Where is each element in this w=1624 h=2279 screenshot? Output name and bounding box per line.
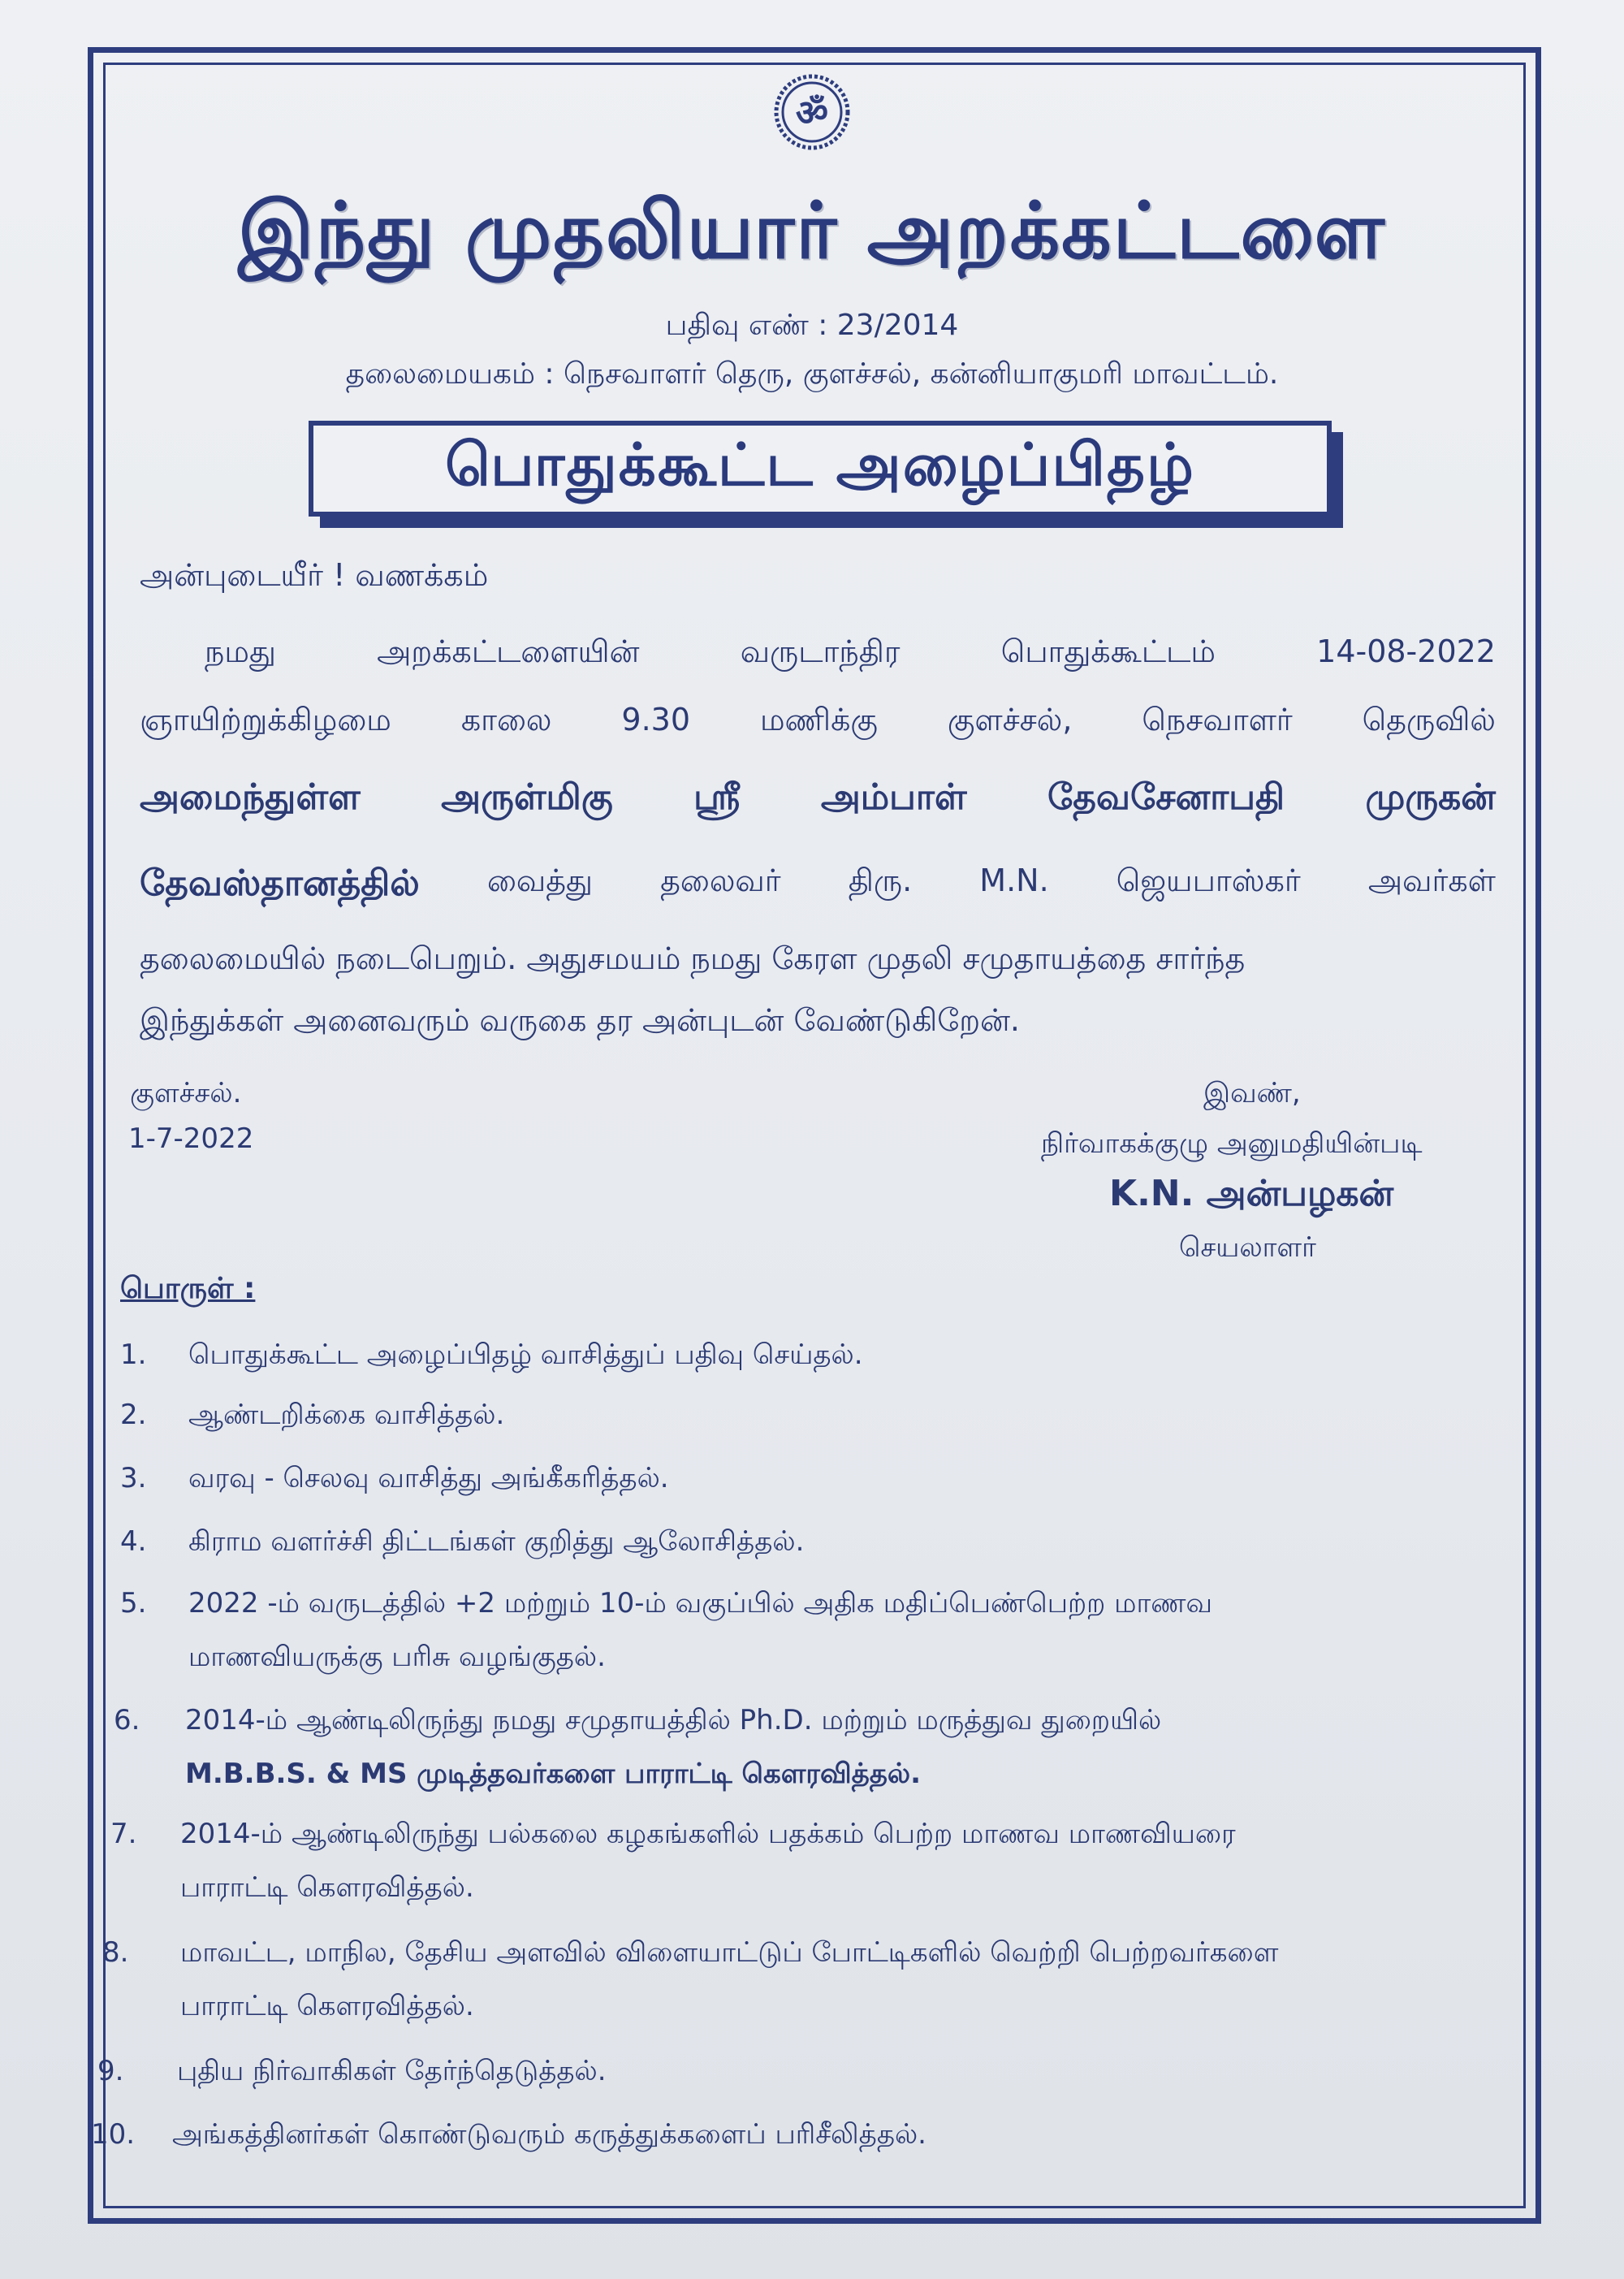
word: வருடாந்திர xyxy=(740,634,901,669)
word: தெருவில் xyxy=(1362,702,1496,737)
designation: செயலாளர் xyxy=(1179,1231,1316,1264)
meeting-date: 14-08-2022 xyxy=(1316,634,1496,669)
meeting-time: 9.30 xyxy=(621,702,691,737)
banner-text: பொதுக்கூட்ட அழைப்பிதழ் xyxy=(445,430,1195,499)
agenda-item-text: அங்கத்தினர்கள் கொண்டுவரும் கருத்துக்களைப் பரிசீலித்தல். xyxy=(172,2118,926,2151)
word: அமைந்துள்ள xyxy=(140,776,361,818)
word: மணிக்கு xyxy=(759,702,878,737)
word: அவர்கள் xyxy=(1367,863,1496,898)
agenda-item-number: 3. xyxy=(120,1462,147,1494)
word: ஸ்ரீ xyxy=(693,776,741,818)
body-line-5: தலைமையில் நடைபெறும். அதுசமயம் நமது கேரள முதலி சமுதாயத்தை சார்ந்த xyxy=(140,941,1246,976)
svg-text:ॐ: ॐ xyxy=(795,93,829,134)
agenda-item-number: 2. xyxy=(120,1399,147,1431)
word: ஞாயிற்றுக்கிழமை xyxy=(140,702,391,737)
agenda-item-text: M.B.B.S. & MS முடித்தவர்களை பாராட்டி கௌரவித்தல். xyxy=(185,1758,922,1790)
meeting-invitation-banner xyxy=(309,421,1332,517)
word: நமது xyxy=(205,634,276,669)
greeting: அன்புடையீர் ! வணக்கம் xyxy=(140,557,489,593)
registration-number: பதிவு எண் : 23/2014 xyxy=(665,309,959,342)
word: அம்பாள் xyxy=(820,776,967,818)
letter-date: 1-7-2022 xyxy=(128,1122,254,1155)
word: ஜெயபாஸ்கர் xyxy=(1116,863,1301,898)
body-line-1 xyxy=(205,634,1496,674)
word: தலைவர் xyxy=(660,863,781,898)
agenda-item-text: கிராம வளர்ச்சி திட்டங்கள் குறித்து ஆலோசித்தல். xyxy=(188,1525,805,1558)
by-line: இவண், xyxy=(1203,1077,1301,1109)
word: அருள்மிகு xyxy=(441,776,613,818)
agenda-item-text: 2014-ம் ஆண்டிலிருந்து பல்கலை கழகங்களில் பதக்கம் பெற்ற மாணவ மாணவியரை xyxy=(180,1818,1236,1850)
body-line-3 xyxy=(140,776,1496,823)
word: காலை xyxy=(460,702,552,737)
word: அறக்கட்டளையின் xyxy=(377,634,640,669)
agenda-item-text: 2014-ம் ஆண்டிலிருந்து நமது சமுதாயத்தில் Ph.D. மற்றும் மருத்துவ துறையில் xyxy=(185,1704,1162,1736)
agenda-item-number: 7. xyxy=(110,1818,137,1850)
agenda-item-text: மாவட்ட, மாநில, தேசிய அளவில் விளையாட்டுப் போட்டிகளில் வெற்றி பெற்றவர்களை xyxy=(180,1936,1279,1969)
agenda-item-text: 2022 -ம் வருடத்தில் +2 மற்றும் 10-ம் வகுப்பில் அதிக மதிப்பெண்பெற்ற மாணவ xyxy=(188,1587,1213,1620)
place: குளச்சல். xyxy=(130,1077,242,1109)
agenda-item-number: 8. xyxy=(102,1936,129,1969)
word: முருகன் xyxy=(1365,776,1496,818)
trust-title: இந்து முதலியார் அறக்கட்டளை xyxy=(238,185,1386,276)
agenda-item-number: 1. xyxy=(120,1338,147,1371)
word: நெசவாளர் xyxy=(1142,702,1293,737)
agenda-heading: பொருள் : xyxy=(120,1272,256,1305)
agenda-item-text: பொதுக்கூட்ட அழைப்பிதழ் வாசித்துப் பதிவு செய்தல். xyxy=(188,1338,863,1371)
agenda-item-text: பாராட்டி கௌரவித்தல். xyxy=(180,1990,474,2022)
word: பொதுக்கூட்டம் xyxy=(1000,634,1216,669)
body-line-6: இந்துக்கள் அனைவரும் வருகை தர அன்புடன் வேண்டுகிறேன். xyxy=(140,1002,1021,1038)
word: தேவசேனாபதி xyxy=(1047,776,1285,818)
word: குளச்சல், xyxy=(947,702,1073,737)
agenda-item-text: ஆண்டறிக்கை வாசித்தல். xyxy=(188,1399,505,1431)
word: M.N. xyxy=(979,863,1049,898)
om-emblem-icon xyxy=(770,70,854,154)
agenda-item-text: புதிய நிர்வாகிகள் தேர்ந்தெடுத்தல். xyxy=(177,2055,607,2087)
headquarters-address: தலைமையகம் : நெசவாளர் தெரு, குளச்சல், கன்னியாகுமரி மாவட்டம். xyxy=(345,357,1279,391)
venue-word: தேவஸ்தானத்தில் xyxy=(140,863,420,904)
agenda-item-text: வரவு - செலவு வாசித்து அங்கீகரித்தல். xyxy=(188,1462,669,1494)
body-line-4 xyxy=(140,863,1496,909)
word: திரு. xyxy=(848,863,913,898)
agenda-item-text: மாணவியருக்கு பரிசு வழங்குதல். xyxy=(188,1641,606,1673)
agenda-item-text: பாராட்டி கௌரவித்தல். xyxy=(180,1871,474,1904)
agenda-item-number: 10. xyxy=(91,2118,136,2151)
body-line-2 xyxy=(140,702,1496,742)
agenda-item-number: 9. xyxy=(97,2055,124,2087)
agenda-item-number: 4. xyxy=(120,1525,147,1558)
agenda-item-number: 6. xyxy=(114,1704,140,1736)
signatory-name: K.N. அன்பழகன் xyxy=(1109,1173,1394,1214)
authority-line: நிர்வாகக்குழு அனுமதியின்படி xyxy=(1041,1127,1423,1160)
agenda-item-number: 5. xyxy=(120,1587,147,1620)
word: வைத்து xyxy=(486,863,593,898)
